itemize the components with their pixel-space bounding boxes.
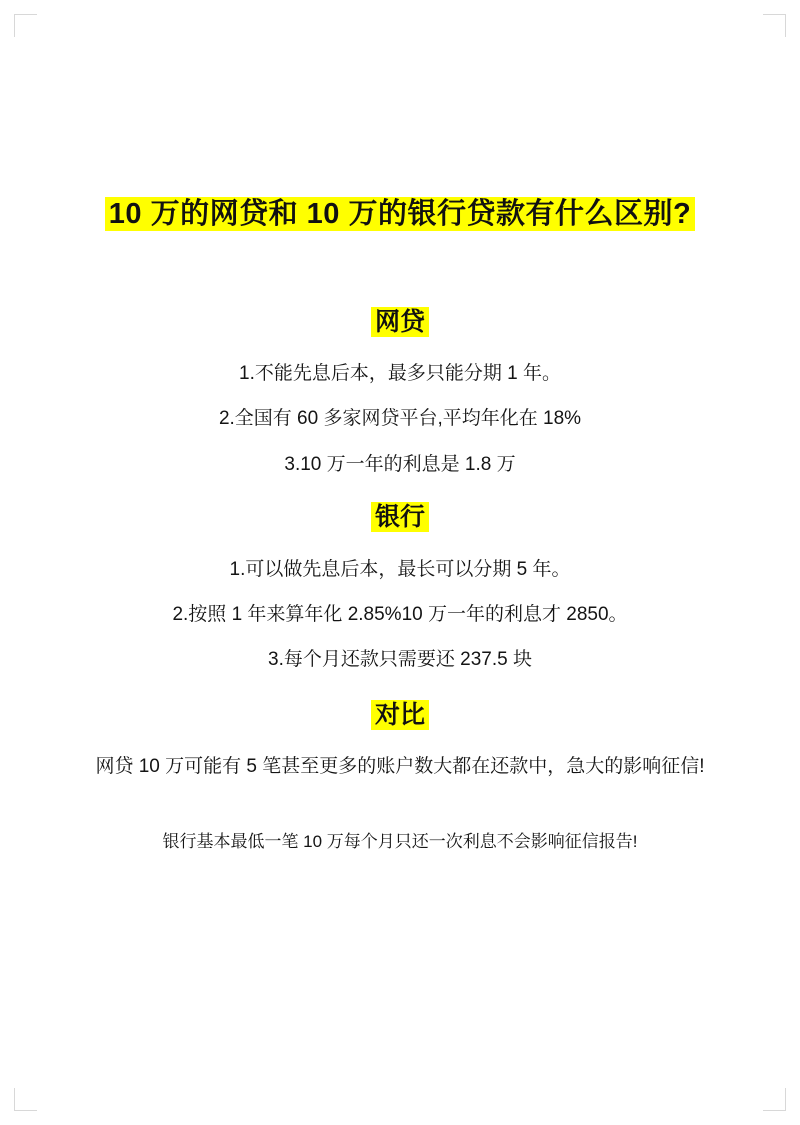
comparison-paragraph-bank: 银行基本最低一笔 10 万每个月只还一次利息不会影响征信报告! <box>162 832 638 852</box>
section-heading-bank-text: 银行 <box>371 502 429 532</box>
list-item: 3.每个月还款只需要还 237.5 块 <box>268 649 532 671</box>
page-title <box>40 196 760 234</box>
list-item: 3.10 万一年的利息是 1.8 万 <box>284 453 516 475</box>
crop-mark-top-left <box>14 14 37 37</box>
section-list-online-loan <box>40 359 760 479</box>
list-item: 2.按照 1 年来算年化 2.85%10 万一年的利息才 2850。 <box>172 603 628 625</box>
section-list-bank <box>40 555 760 675</box>
comparison-paragraph-online-loan: 网贷 10 万可能有 5 笔甚至更多的账户数大都在还款中，急大的影响征信! <box>95 756 705 778</box>
crop-mark-top-right <box>763 14 786 37</box>
section-heading-bank <box>40 501 760 534</box>
section-heading-comparison <box>40 699 760 732</box>
list-item: 1.可以做先息后本，最长可以分期 5 年。 <box>229 558 571 580</box>
page-title-text: 10 万的网贷和 10 万的银行贷款有什么区别? <box>105 197 695 231</box>
crop-mark-bottom-left <box>14 1088 37 1111</box>
list-item: 2.全国有 60 多家网贷平台,平均年化在 18% <box>218 408 582 430</box>
section-heading-online-loan <box>40 306 760 339</box>
section-heading-comparison-text: 对比 <box>371 700 429 730</box>
section-heading-online-loan-text: 网贷 <box>371 307 429 337</box>
list-item: 1.不能先息后本，最多只能分期 1 年。 <box>239 362 561 384</box>
crop-mark-bottom-right <box>763 1088 786 1111</box>
